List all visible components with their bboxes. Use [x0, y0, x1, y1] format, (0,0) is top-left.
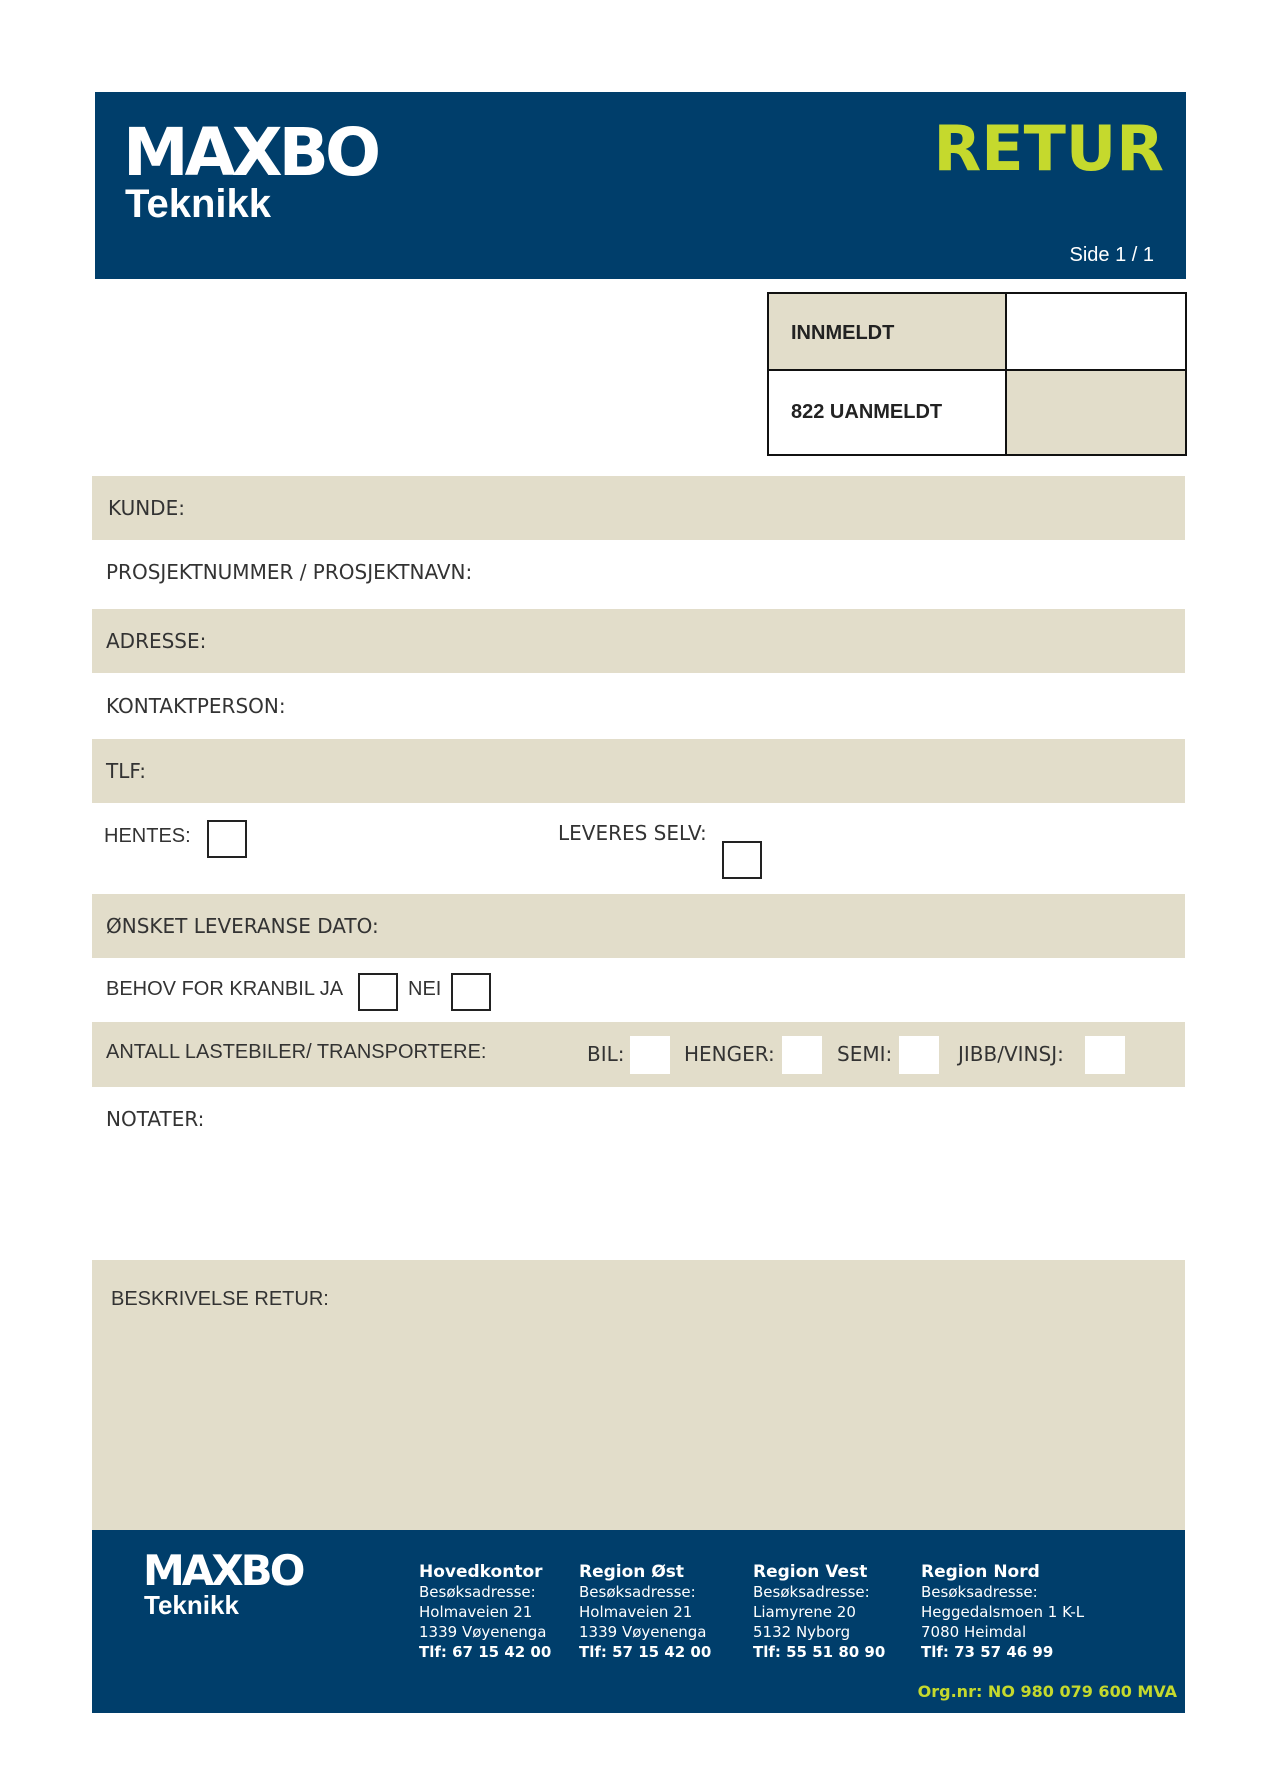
- crane-no-label: NEI: [408, 978, 442, 1000]
- contact-row[interactable]: [92, 674, 1185, 738]
- footer-logo: [143, 1546, 303, 1620]
- office-city: 7080 Heimdal: [921, 1623, 1027, 1641]
- office-name: Region Vest: [753, 1562, 868, 1582]
- office-street: Liamyrene 20: [753, 1603, 856, 1621]
- office-address-label: Besøksadresse:: [921, 1583, 1038, 1601]
- office-address-label: Besøksadresse:: [753, 1583, 870, 1601]
- crane-yes-checkbox[interactable]: [358, 973, 398, 1011]
- status-unreported-label: 822 UANMELDT: [791, 401, 943, 423]
- logo-subtitle: Teknikk: [125, 182, 271, 226]
- contact-label: KONTAKTPERSON:: [106, 694, 286, 718]
- maxbo-logo: [123, 114, 378, 226]
- page-number: Side 1 / 1: [1069, 244, 1154, 266]
- office-north: [921, 1562, 1084, 1662]
- address-row[interactable]: [92, 609, 1185, 673]
- office-city: 5132 Nyborg: [753, 1623, 851, 1641]
- document-title: RETUR: [933, 112, 1164, 185]
- notes-label: NOTATER:: [106, 1107, 205, 1131]
- trucks-row: [92, 1022, 1185, 1087]
- truck-semi-field[interactable]: [899, 1036, 939, 1074]
- header-banner: [95, 92, 1186, 279]
- crane-no-checkbox[interactable]: [451, 973, 491, 1011]
- office-street: Heggedalsmoen 1 K-L: [921, 1603, 1085, 1621]
- project-label: PROSJEKTNUMMER / PROSJEKTNAVN:: [106, 560, 473, 584]
- office-phone: Tlf: 55 51 80 90: [753, 1643, 886, 1661]
- office-name: Hovedkontor: [419, 1562, 543, 1582]
- pickup-label: HENTES:: [104, 825, 191, 847]
- office-address-label: Besøksadresse:: [579, 1583, 696, 1601]
- office-street: Holmaveien 21: [419, 1603, 533, 1621]
- status-unreported-box[interactable]: [1005, 369, 1187, 456]
- phone-label: TLF:: [106, 759, 147, 783]
- office-name: Region Øst: [579, 1562, 685, 1582]
- org-number: Org.nr: NO 980 079 600 MVA: [917, 1682, 1177, 1701]
- office-address-label: Besøksadresse:: [419, 1583, 536, 1601]
- truck-jib-field[interactable]: [1085, 1036, 1125, 1074]
- self-delivery-checkbox[interactable]: [722, 841, 762, 879]
- phone-row[interactable]: [92, 739, 1185, 803]
- return-description-area[interactable]: [92, 1260, 1185, 1530]
- project-row[interactable]: [92, 540, 1185, 604]
- truck-jib-label: JIBB/VINSJ:: [958, 1042, 1064, 1066]
- delivery-date-row[interactable]: [92, 894, 1185, 958]
- office-west: [753, 1562, 885, 1662]
- self-delivery-label: LEVERES SELV:: [558, 821, 707, 845]
- footer: [92, 1530, 1185, 1713]
- logo-wordmark: MAXBO: [123, 114, 378, 191]
- office-head: [419, 1562, 551, 1662]
- return-description-label: BESKRIVELSE RETUR:: [111, 1288, 329, 1310]
- office-name: Region Nord: [921, 1562, 1040, 1582]
- customer-label: KUNDE:: [108, 496, 185, 520]
- status-reported-box[interactable]: [1005, 292, 1187, 372]
- pickup-checkbox[interactable]: [207, 820, 247, 858]
- notes-area[interactable]: [92, 1087, 1185, 1260]
- truck-semi-label: SEMI:: [837, 1042, 893, 1066]
- truck-trailer-field[interactable]: [782, 1036, 822, 1074]
- truck-car-label: BIL:: [587, 1042, 625, 1066]
- footer-logo-wordmark: MAXBO: [143, 1546, 303, 1595]
- status-unreported-cell: [767, 369, 1008, 456]
- office-phone: Tlf: 73 57 46 99: [921, 1643, 1054, 1661]
- status-reported-cell: [767, 292, 1008, 372]
- truck-trailer-label: HENGER:: [684, 1042, 775, 1066]
- office-phone: Tlf: 67 15 42 00: [419, 1643, 552, 1661]
- customer-row[interactable]: [92, 476, 1185, 540]
- truck-car-field[interactable]: [630, 1036, 670, 1074]
- office-phone: Tlf: 57 15 42 00: [579, 1643, 712, 1661]
- crane-label: BEHOV FOR KRANBIL JA: [106, 978, 344, 1000]
- office-east: [579, 1562, 711, 1662]
- office-city: 1339 Vøyenenga: [419, 1623, 547, 1641]
- address-label: ADRESSE:: [106, 629, 207, 653]
- delivery-date-label: ØNSKET LEVERANSE DATO:: [106, 914, 379, 938]
- footer-logo-subtitle: Teknikk: [144, 1590, 239, 1620]
- office-city: 1339 Vøyenenga: [579, 1623, 707, 1641]
- office-street: Holmaveien 21: [579, 1603, 693, 1621]
- trucks-label: ANTALL LASTEBILER/ TRANSPORTERE:: [106, 1041, 487, 1063]
- status-reported-label: INNMELDT: [791, 322, 895, 344]
